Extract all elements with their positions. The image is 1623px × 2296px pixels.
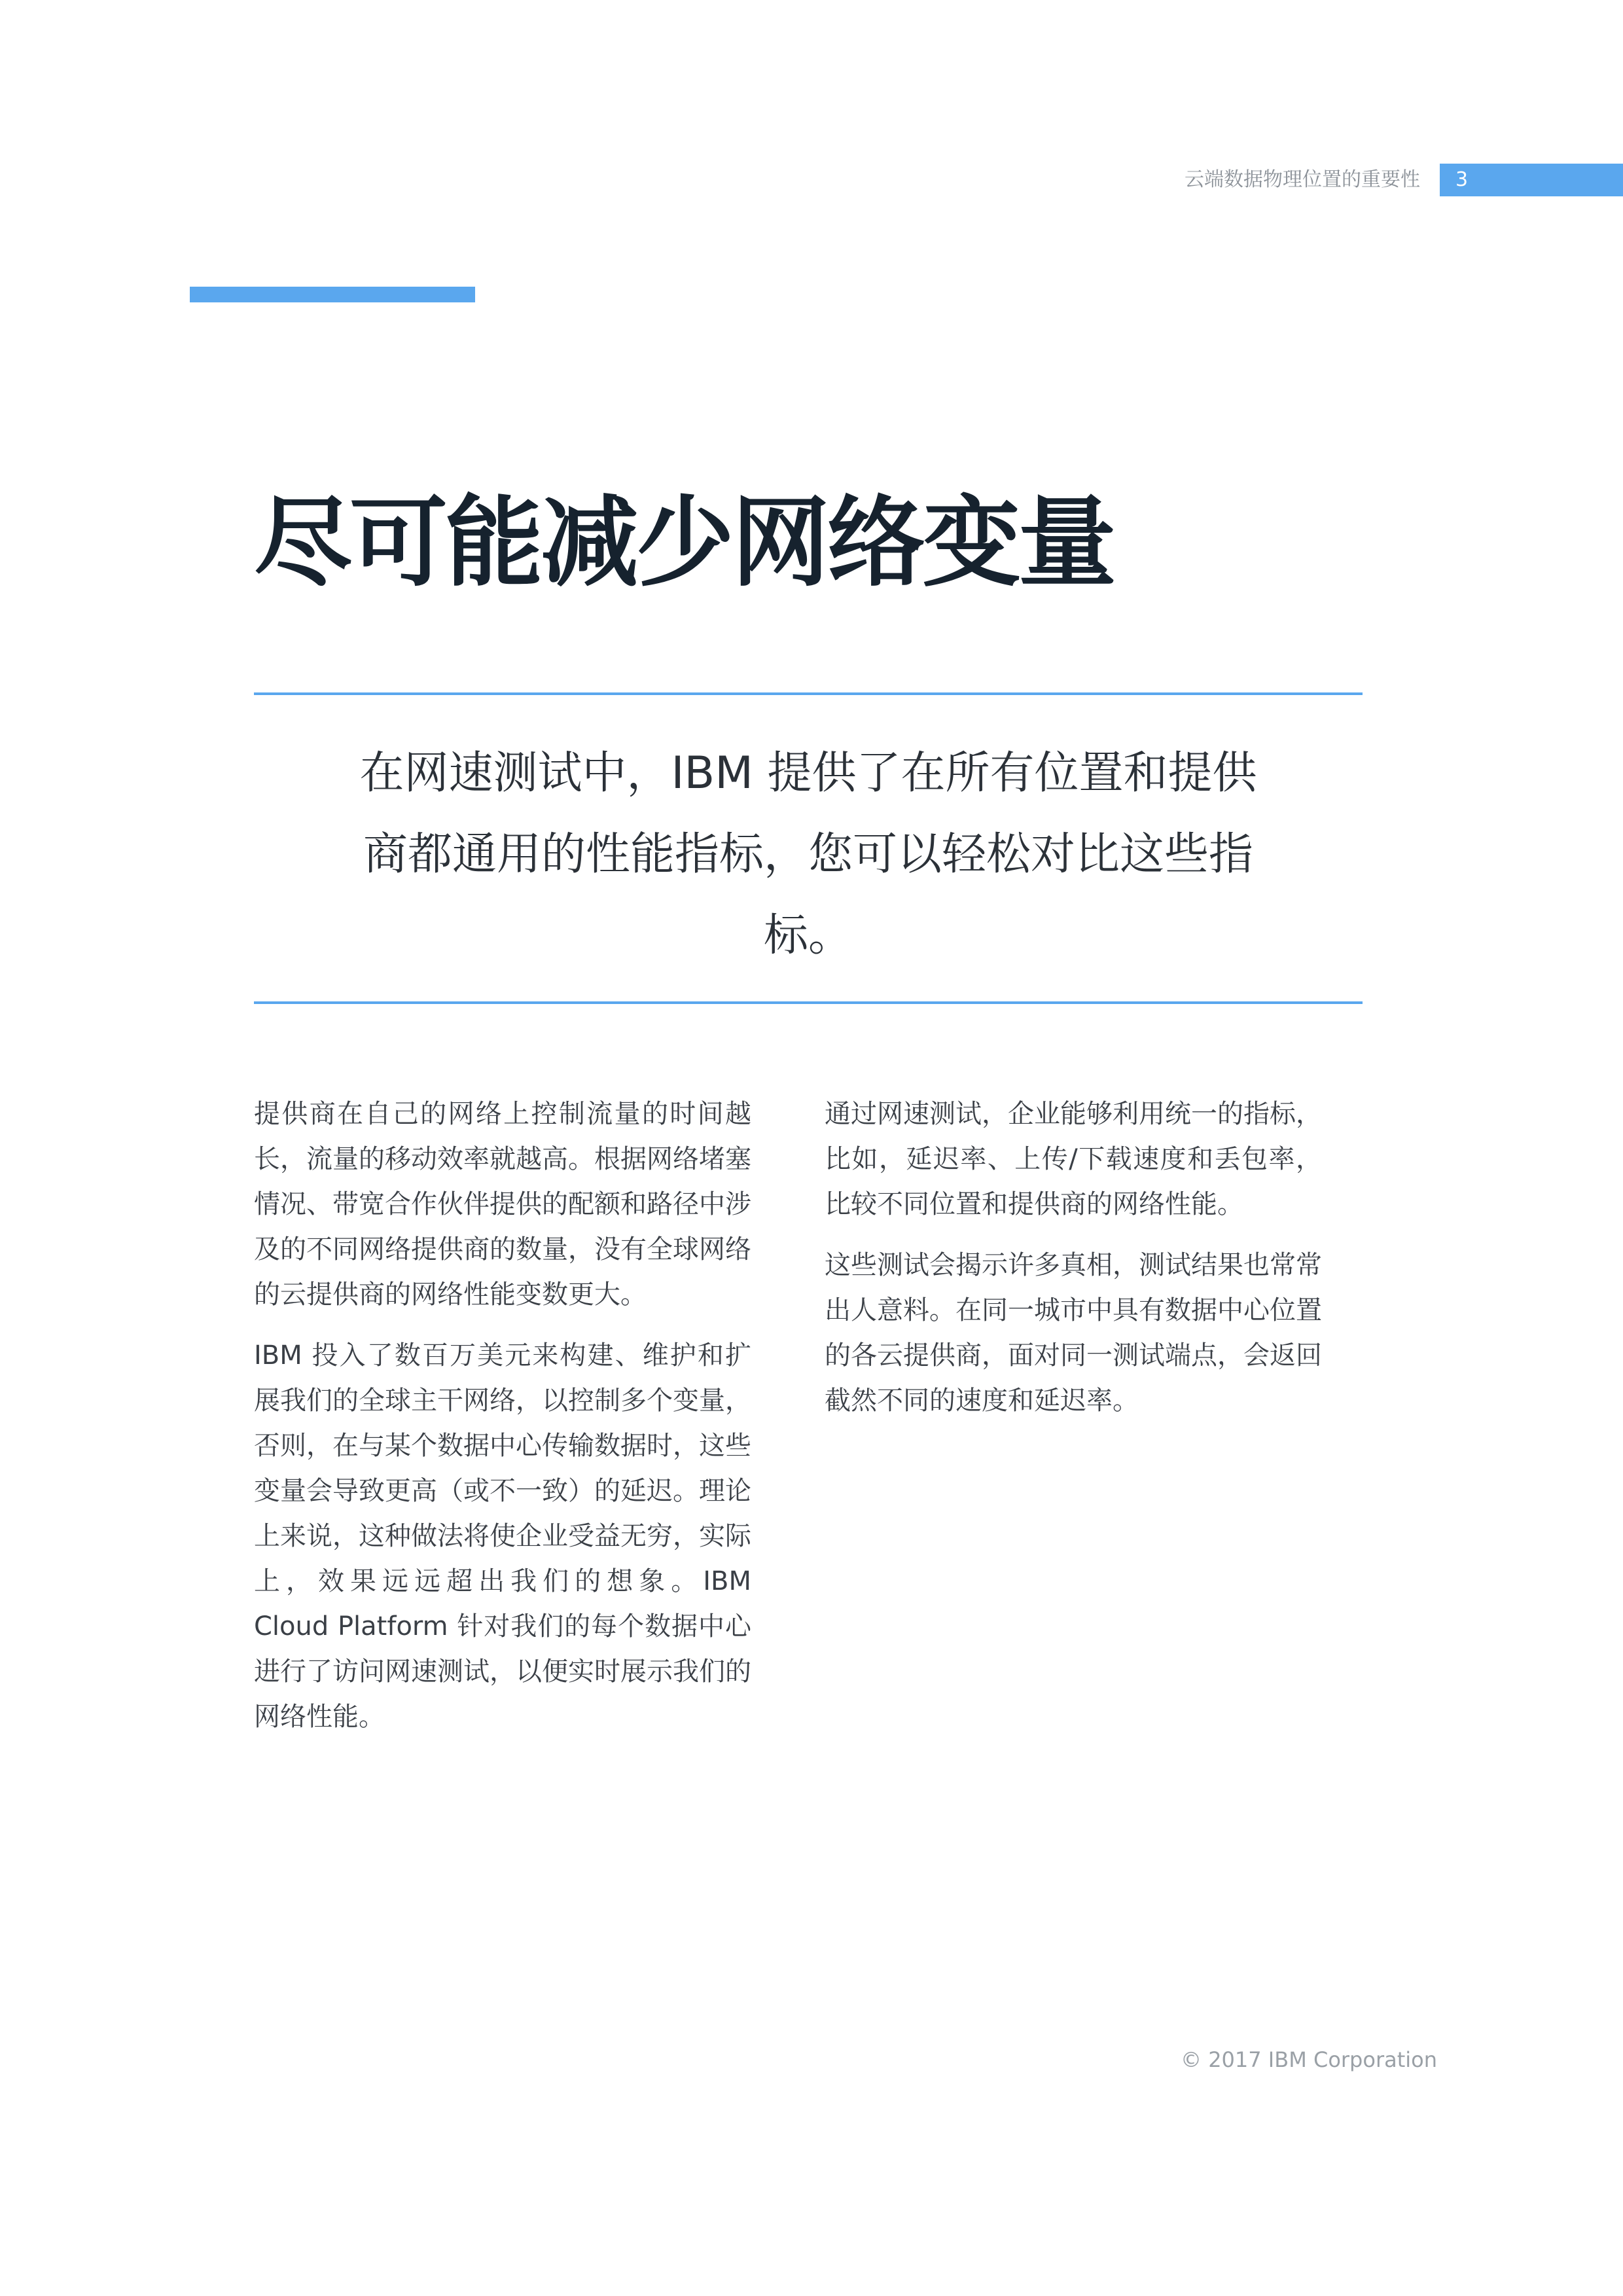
accent-bar: [190, 287, 475, 302]
pull-quote-bottom-rule: [254, 1001, 1363, 1004]
page-number: 3: [1440, 164, 1623, 196]
running-header-title: 云端数据物理位置的重要性: [1185, 168, 1420, 191]
left-column: [254, 1092, 751, 1755]
body-paragraph: IBM 投入了数百万美元来构建、维护和扩展我们的全球主干网络，以控制多个变量，否则，在与某个数据中心传输数据时，这些变量会导致更高（或不一致）的延迟。理论上来说，这种做法将使企业受益无穷，实际上，效果远远超出我们的想象。IBM Cloud Platform 针对我们的每个数据中心进行了访问网速测试，以便实时展示我们的网络性能。: [254, 1340, 751, 1732]
footer-copyright: © 2017 IBM Corporation: [1181, 2047, 1437, 2072]
running-header: [1185, 164, 1623, 196]
page-title: 尽可能减少网络变量: [254, 486, 1115, 600]
body-paragraph: 这些测试会揭示许多真相，测试结果也常常出人意料。在同一城市中具有数据中心位置的各云提供商，面对同一测试端点，会返回截然不同的速度和延迟率。: [825, 1250, 1322, 1416]
body-paragraph: 通过网速测试，企业能够利用统一的指标，比如，延迟率、上传/下载速度和丢包率，比较不同位置和提供商的网络性能。: [825, 1099, 1322, 1219]
pull-quote-top-rule: [254, 692, 1363, 695]
body-paragraph: 提供商在自己的网络上控制流量的时间越长，流量的移动效率就越高。根据网络堵塞情况、带宽合作伙伴提供的配额和路径中涉及的不同网络提供商的数量，没有全球网络的云提供商的网络性能变数更大。: [254, 1099, 751, 1310]
right-column: [825, 1092, 1322, 1439]
pull-quote: 在网速测试中，IBM 提供了在所有位置和提供商都通用的性能指标，您可以轻松对比这些指标。: [359, 747, 1257, 961]
